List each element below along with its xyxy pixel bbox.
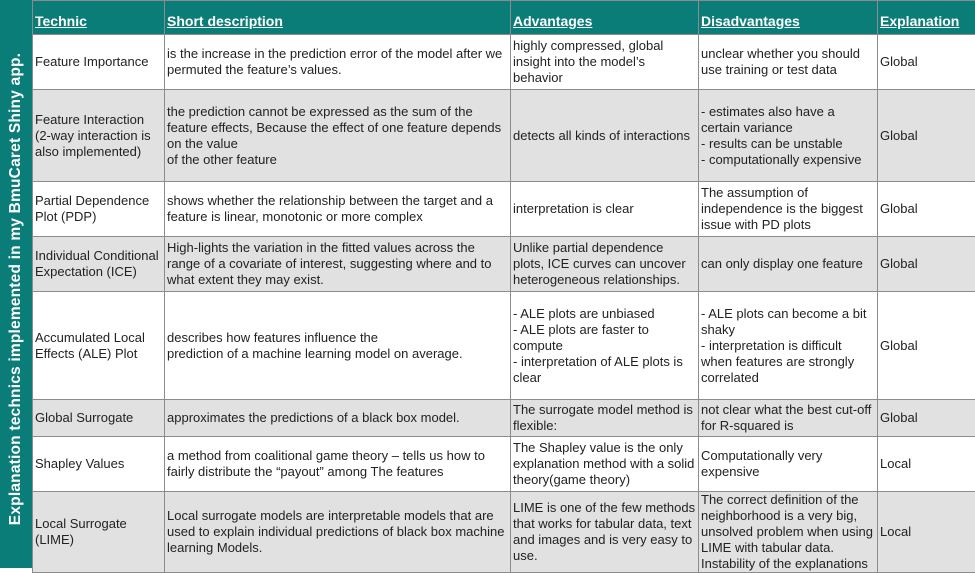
cell-explanation: Local [878, 437, 975, 492]
header-technic: Technic [33, 1, 165, 35]
cell-explanation: Global [878, 182, 975, 237]
table-row [33, 182, 975, 237]
technics-table [32, 0, 975, 573]
table-row [33, 437, 975, 492]
cell-disadvantages: not clear what the best cut-off for R-squared is [699, 400, 878, 437]
side-title: Explanation technics implemented in my BmuCaret Shiny app. [7, 53, 25, 525]
cell-explanation: Global [878, 90, 975, 182]
side-banner [0, 0, 33, 568]
cell-technic: Individual Conditional Expectation (ICE) [33, 237, 165, 292]
cell-advantages: LIME is one of the few methods that works for tabular data, text and images and is very easy to use. [511, 492, 699, 573]
cell-advantages: interpretation is clear [511, 182, 699, 237]
cell-advantages: The Shapley value is the only explanation method with a solid theory(game theory) [511, 437, 699, 492]
cell-disadvantages: can only display one feature [699, 237, 878, 292]
cell-explanation: Global [878, 292, 975, 400]
cell-description: a method from coalitional game theory – tells us how to fairly distribute the “payout” among The features [165, 437, 511, 492]
table-row [33, 292, 975, 400]
cell-disadvantages: - ALE plots can become a bit shaky - interpretation is difficult when features are strongly correlated [699, 292, 878, 400]
header-explanation: Explanation [878, 1, 975, 35]
table-row [33, 400, 975, 437]
cell-explanation: Global [878, 237, 975, 292]
header-disadvantages: Disadvantages [699, 1, 878, 35]
cell-technic: Shapley Values [33, 437, 165, 492]
cell-description: the prediction cannot be expressed as the sum of the feature effects, Because the effect of one feature depends on the value of the other feature [165, 90, 511, 182]
cell-explanation: Local [878, 492, 975, 573]
table-row [33, 90, 975, 182]
cell-disadvantages: Computationally very expensive [699, 437, 878, 492]
header-advantages: Advantages [511, 1, 699, 35]
cell-advantages: detects all kinds of interactions [511, 90, 699, 182]
cell-description: is the increase in the prediction error of the model after we permuted the feature’s values. [165, 35, 511, 90]
cell-explanation: Global [878, 400, 975, 437]
cell-advantages: - ALE plots are unbiased - ALE plots are faster to compute - interpretation of ALE plots is clear [511, 292, 699, 400]
cell-advantages: Unlike partial dependence plots, ICE curves can uncover heterogeneous relationships. [511, 237, 699, 292]
cell-explanation: Global [878, 35, 975, 90]
cell-description: High-lights the variation in the fitted values across the range of a covariate of interest, suggesting where and to what extent they may exist. [165, 237, 511, 292]
cell-description: describes how features influence the prediction of a machine learning model on average. [165, 292, 511, 400]
cell-disadvantages: The correct definition of the neighborhood is a very big, unsolved problem when using LIME with tabular data. Instability of the explanations [699, 492, 878, 573]
header-row [33, 1, 975, 35]
cell-technic: Feature Importance [33, 35, 165, 90]
cell-technic: Feature Interaction (2-way interaction is also implemented) [33, 90, 165, 182]
cell-disadvantages: unclear whether you should use training or test data [699, 35, 878, 90]
cell-description: shows whether the relationship between the target and a feature is linear, monotonic or more complex [165, 182, 511, 237]
cell-advantages: The surrogate model method is flexible: [511, 400, 699, 437]
cell-disadvantages: - estimates also have a certain variance - results can be unstable - computationally expensive [699, 90, 878, 182]
cell-technic: Local Surrogate (LIME) [33, 492, 165, 573]
table-row [33, 237, 975, 292]
cell-technic: Global Surrogate [33, 400, 165, 437]
cell-technic: Partial Dependence Plot (PDP) [33, 182, 165, 237]
header-short-description: Short description [165, 1, 511, 35]
cell-description: approximates the predictions of a black box model. [165, 400, 511, 437]
cell-description: Local surrogate models are interpretable models that are used to explain individual predictions of black box machine learning Models. [165, 492, 511, 573]
cell-technic: Accumulated Local Effects (ALE) Plot [33, 292, 165, 400]
table-row [33, 35, 975, 90]
cell-advantages: highly compressed, global insight into the model’s behavior [511, 35, 699, 90]
cell-disadvantages: The assumption of independence is the biggest issue with PD plots [699, 182, 878, 237]
table-row [33, 492, 975, 573]
